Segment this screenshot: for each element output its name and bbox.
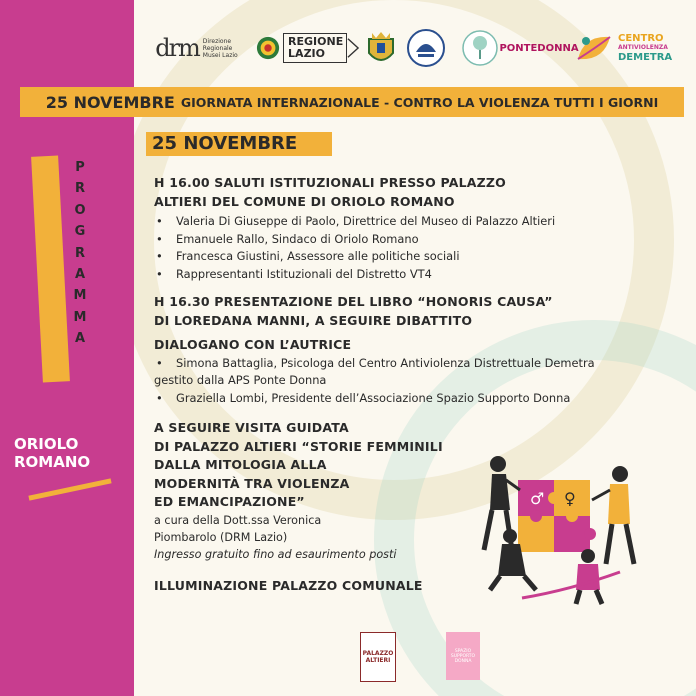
regione-emblem-icon xyxy=(256,35,280,61)
section2-subheading: DIALOGANO CON L’AUTRICE xyxy=(154,337,352,352)
programma-vertical-label xyxy=(73,157,87,350)
programma-letter: P xyxy=(75,160,85,175)
place-line1: ORIOLO xyxy=(14,435,79,453)
demetra-line3: DEMETRA xyxy=(618,52,673,63)
logo-bar xyxy=(134,22,696,74)
tree-icon xyxy=(461,29,499,67)
drm-mark: drm xyxy=(155,34,199,62)
section2-heading-line1: H 16.30 PRESENTAZIONE DEL LIBRO “HONORIS CAUSA” xyxy=(154,294,553,309)
section3-heading-line: MODERNITÀ TRA VIOLENZA xyxy=(154,475,350,491)
programma-letter: A xyxy=(74,266,86,282)
entry-note: Ingresso gratuito fino ad esaurimento posti xyxy=(154,547,397,561)
programma-letter: R xyxy=(74,181,85,197)
district-seal-logo xyxy=(406,28,446,68)
list-item-continuation: gestito dalla APS Ponte Donna xyxy=(154,373,327,387)
section2-list xyxy=(154,355,666,373)
palazzo-altieri-text: PALAZZO ALTIERI xyxy=(362,650,394,664)
chevron-graphic-icon xyxy=(347,36,360,60)
spazio-supporto-donna-text: SPAZIO SUPPORTO DONNA xyxy=(450,648,476,664)
programma-letter: O xyxy=(74,202,86,218)
programma-letter: M xyxy=(73,309,87,325)
banner-date: 25 NOVEMBRE xyxy=(45,92,175,112)
section2-heading-line2: DI LOREDANA MANNI, A SEGUIRE DIBATTITO xyxy=(154,312,473,328)
pontedonna-logo xyxy=(499,36,579,60)
programma-letter: A xyxy=(74,331,86,347)
list-item: • Graziella Lombi, Presidente dell’Associazione Spazio Supporto Donna xyxy=(154,390,666,408)
date-heading-text: 25 NOVEMBRE xyxy=(152,133,298,154)
curator-line2: Piombarolo (DRM Lazio) xyxy=(154,530,288,544)
curator-line1: a cura della Dott.ssa Veronica xyxy=(154,513,322,527)
regione-text: REGIONE LAZIO xyxy=(283,33,347,63)
demetra-symbol xyxy=(574,30,614,66)
seal-icon xyxy=(406,28,446,68)
list-item: • Simona Battaglia, Psicologa del Centro Antiviolenza Distrettuale Demetra xyxy=(154,355,666,373)
regione-lazio-logo xyxy=(256,30,360,66)
section3-heading-line: ED EMANCIPAZIONE” xyxy=(154,494,305,509)
banner-title: GIORNATA INTERNAZIONALE - CONTRO LA VIOLENZA TUTTI I GIORNI xyxy=(180,94,659,110)
palazzo-altieri-logo xyxy=(360,632,396,682)
section1-heading-line1: H 16.00 SALUTI ISTITUZIONALI PRESSO PALAZZO xyxy=(154,175,506,190)
date-heading xyxy=(146,132,332,156)
place-line2: ROMANO xyxy=(14,453,91,471)
svg-text:♂: ♂ xyxy=(530,489,545,508)
top-banner xyxy=(20,87,684,117)
drm-lazio-logo xyxy=(142,28,252,68)
section3-heading-line: DI PALAZZO ALTIERI “STORIE FEMMINILI xyxy=(154,438,443,454)
svg-text:♀: ♀ xyxy=(564,489,576,508)
list-item: • Francesca Giustini, Assessore alle politiche sociali xyxy=(154,248,666,266)
list-item: • Valeria Di Giuseppe di Paolo, Direttrice del Museo di Palazzo Altieri xyxy=(154,213,666,231)
section1-heading-line2: ALTIERI DEL COMUNE DI ORIOLO ROMANO xyxy=(154,193,455,209)
list-item: • Rappresentanti Istituzionali del Distretto VT4 xyxy=(154,266,666,284)
section4-heading: ILLUMINAZIONE PALAZZO COMUNALE xyxy=(154,577,423,593)
oriolo-crest-logo xyxy=(364,30,398,68)
leaf-icon xyxy=(574,31,614,65)
puzzle-women-illustration xyxy=(470,440,650,610)
place-label xyxy=(14,434,124,492)
pontedonna-text: PONTEDONNA xyxy=(499,42,579,54)
programma-letter: M xyxy=(73,288,87,304)
programma-letter: G xyxy=(74,224,86,240)
demetra-line1: CENTRO xyxy=(618,33,664,44)
section3-heading-line: DALLA MITOLOGIA ALLA xyxy=(154,457,327,472)
section3-heading-line: A SEGUIRE VISITA GUIDATA xyxy=(154,420,349,435)
centro-demetra-logo xyxy=(618,30,696,66)
section1-list xyxy=(154,213,666,283)
drm-text: Direzione Regionale Musei Lazio xyxy=(202,37,238,59)
list-item: • Emanuele Rallo, Sindaco di Oriolo Romano xyxy=(154,231,666,249)
programma-letter: R xyxy=(74,245,85,261)
spazio-supporto-donna-logo xyxy=(446,632,480,680)
demetra-line2: ANTIVIOLENZA xyxy=(618,44,668,51)
section2-list xyxy=(154,390,666,408)
crest-icon xyxy=(366,31,396,67)
tree-logo xyxy=(460,28,500,68)
